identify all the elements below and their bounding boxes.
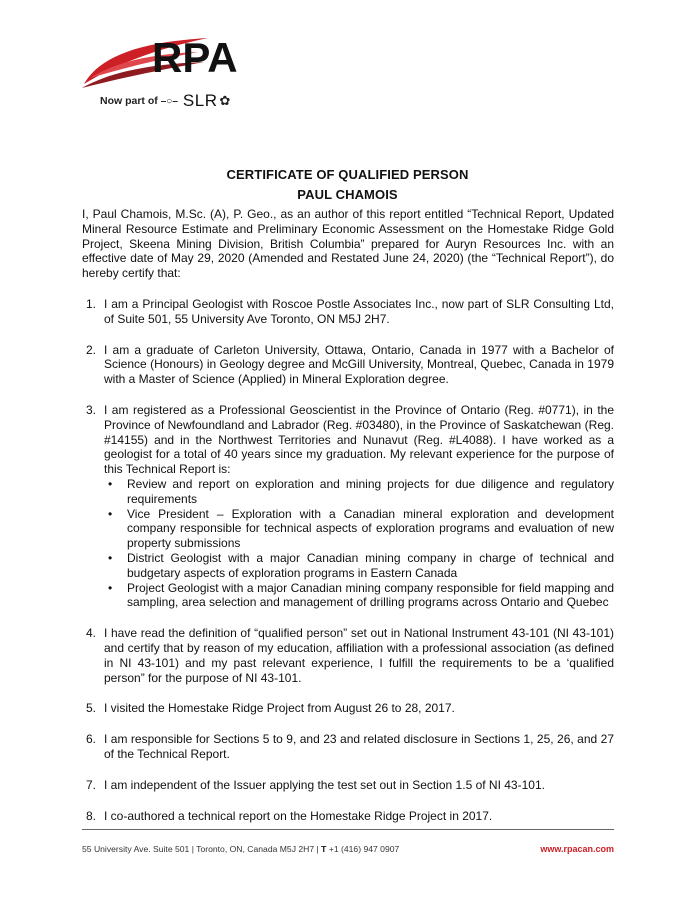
phone-label: T <box>321 844 327 854</box>
item-text: I am a graduate of Carleton University, Ottawa, Ontario, Canada in 1977 with a Bachelor of Science (Honours) in Geology degree and McGill University, Montreal, Quebec, Canada in 1979 with a Master of Science (Applied) in Mineral Exploration degree. <box>104 342 614 387</box>
slr-tagline <box>100 91 230 111</box>
bullet-icon: • <box>108 506 113 521</box>
footer-contact <box>82 844 399 854</box>
item-number: 6. <box>86 732 97 747</box>
bullet-icon: • <box>108 550 113 565</box>
footer-phone: +1 (416) 947 0907 <box>328 844 400 854</box>
item-number: 4. <box>86 626 97 641</box>
list-item <box>82 343 614 387</box>
list-item <box>82 701 614 716</box>
certificate-title: CERTIFICATE OF QUALIFIED PERSON <box>226 167 469 182</box>
rpa-swoosh-logo <box>80 26 250 92</box>
list-item <box>82 297 614 327</box>
bullet-text: Project Geologist with a major Canadian mining company responsible for field mapping and sampling, area selection and management of drilling programs across Ontario and Quebec <box>127 580 614 610</box>
item-text: I co-authored a technical report on the Homestake Ridge Project in 2017. <box>104 808 493 823</box>
experience-bullets <box>104 477 614 610</box>
item-number: 5. <box>86 701 97 716</box>
bullet-icon: • <box>108 476 113 491</box>
certificate-body <box>82 207 614 839</box>
list-item <box>82 403 614 610</box>
item-text: I am responsible for Sections 5 to 9, and 23 and related disclosure in Sections 1, 25, 26, and 27 of the Technical Report. <box>104 732 614 761</box>
intro-paragraph: I, Paul Chamois, M.Sc. (A), P. Geo., as an author of this report entitled “Technical Report, Updated Mineral Resource Estimate and Preliminary Economic Assessment on the Homestake Ridge Gold Project, Skeena Mining Division, British Columbia” prepared for Auryn Resources Inc. with an effective date of May 29, 2020 (Amended and Restated June 24, 2020) (the “Technical Report”), do hereby certify that: <box>82 207 614 281</box>
item-number: 8. <box>86 808 97 823</box>
slr-brand: SLR <box>182 91 218 110</box>
bullet-text: Review and report on exploration and mining projects for due diligence and regulatory requirements <box>127 476 614 506</box>
certification-list <box>82 297 614 823</box>
item-text: I am registered as a Professional Geoscientist in the Province of Ontario (Reg. #0771), in the Province of Newfoundland and Labrador (Reg. #03480), in the Province of Saskatchewan (Reg. #14155) and in the Northwest Territories and Nunavut (Reg. #L4088). I have worked as a geologist for a total of 40 years since my graduation. My relevant experience for the purpose of this Technical Report is: <box>104 402 614 477</box>
item-number: 1. <box>86 296 97 311</box>
footer-divider <box>82 829 614 830</box>
bullet-item <box>104 581 614 611</box>
bullet-text: District Geologist with a major Canadian mining company in charge of technical and budgetary aspects of exploration programs in Eastern Canada <box>127 550 614 580</box>
list-item <box>82 732 614 762</box>
link-knot-icon: –○– <box>160 95 178 107</box>
page-footer <box>82 844 614 854</box>
footer-address: 55 University Ave. Suite 501 | Toronto, ON, Canada M5J 2H7 | <box>82 844 322 854</box>
bullet-item <box>104 477 614 507</box>
rpa-brand-text: RPA <box>152 34 238 81</box>
item-text: I am a Principal Geologist with Roscoe Postle Associates Inc., now part of SLR Consulting Ltd, of Suite 501, 55 University Ave Toronto, ON M5J 2H7. <box>104 296 614 326</box>
item-text: I visited the Homestake Ridge Project from August 26 to 28, 2017. <box>104 701 455 716</box>
list-item <box>82 778 614 793</box>
person-name: PAUL CHAMOIS <box>297 187 398 202</box>
slr-swirl-icon: ✿ <box>219 93 231 108</box>
item-number: 2. <box>86 342 97 357</box>
tagline-text: Now part of <box>100 95 158 107</box>
list-item <box>82 809 614 824</box>
item-number: 3. <box>86 402 97 417</box>
bullet-text: Vice President – Exploration with a Canadian mineral exploration and development company responsible for technical aspects of exploration programs and evaluation of new property submissions <box>127 506 614 551</box>
bullet-item <box>104 507 614 551</box>
list-item <box>82 626 614 685</box>
item-text: I have read the definition of “qualified person” set out in National Instrument 43-101 (NI 43-101) and certify that by reason of my education, affiliation with a professional association (as defined in NI 43-101) and my past relevant experience, I fulfill the requirements to be a ‘qualified person” for the purpose of NI 43-101. <box>104 626 614 685</box>
footer-website-link[interactable]: www.rpacan.com <box>540 844 614 854</box>
item-number: 7. <box>86 777 97 792</box>
item-text: I am independent of the Issuer applying the test set out in Section 1.5 of NI 43-101. <box>104 777 545 792</box>
bullet-icon: • <box>108 580 113 595</box>
bullet-item <box>104 551 614 581</box>
